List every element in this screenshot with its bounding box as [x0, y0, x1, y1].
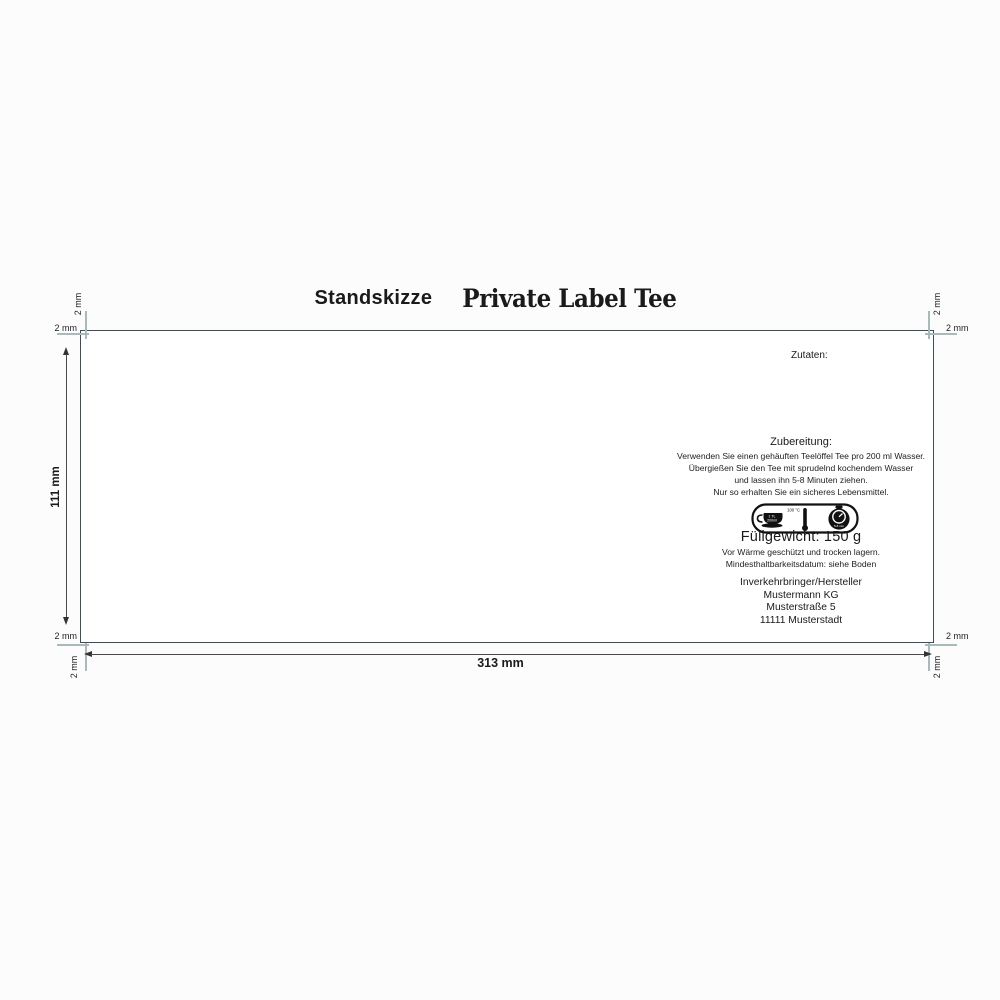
- manufacturer-line: 11111 Musterstadt: [759, 614, 843, 626]
- storage-line: Mindesthaltbarkeitsdatum: siehe Boden: [725, 558, 877, 569]
- bleed-tick-bottom-right-v: [928, 643, 930, 671]
- bleed-tick-top-left-h: [57, 333, 89, 335]
- preparation-line: Verwenden Sie einen gehäuften Teelöffel Tee pro 200 ml Wasser.: [676, 451, 926, 461]
- manufacturer-line: Mustermann KG: [763, 589, 839, 601]
- bleed-tick-bottom-right-h: [925, 644, 957, 646]
- height-dimension-line: [66, 354, 67, 618]
- bleed-label-top-right-h: 2 mm: [946, 323, 969, 333]
- height-dimension-label: 111 mm: [50, 466, 62, 508]
- bleed-tick-top-left-v: [85, 311, 87, 339]
- bleed-label-bottom-left-h: 2 mm: [54, 631, 77, 641]
- storage-block: [641, 547, 961, 570]
- label-sheet-outline: [80, 330, 934, 643]
- bleed-label-bottom-right-h: 2 mm: [946, 631, 969, 641]
- bleed-label-top-left-v: 2 mm: [73, 292, 83, 316]
- title-private-label-tee: Private Label Tee: [462, 284, 677, 313]
- bleed-tick-top-right-h: [925, 333, 957, 335]
- cup-text-2: 200ml: [767, 518, 777, 523]
- bleed-label-bottom-left-v: 2 mm: [69, 655, 79, 679]
- timer-text: 5-8 min: [833, 524, 845, 529]
- storage-line: Vor Wärme geschützt und trocken lagern.: [721, 547, 881, 557]
- temperature-label: 100 °C: [787, 507, 800, 513]
- manufacturer-line: Musterstraße 5: [766, 602, 836, 613]
- preparation-heading: Zubereitung:: [770, 436, 832, 448]
- page-title: [0, 284, 1000, 313]
- preparation-line: Nur so erhalten Sie ein sicheres Lebensmittel.: [713, 487, 889, 497]
- bleed-tick-bottom-left-h: [57, 644, 89, 646]
- ingredients-heading: Zutaten:: [791, 350, 828, 361]
- preparation-line: und lassen ihn 5-8 Minuten ziehen.: [734, 475, 868, 485]
- manufacturer-block: [641, 577, 961, 627]
- bleed-label-top-left-h: 2 mm: [54, 323, 77, 333]
- bleed-label-bottom-right-v: 2 mm: [932, 655, 942, 679]
- width-dimension-line: [91, 654, 925, 655]
- title-standskizze: Standskizze: [314, 287, 433, 309]
- bleed-tick-top-right-v: [928, 311, 930, 339]
- cup-text-1: 1 TL: [768, 514, 776, 519]
- manufacturer-heading: Inverkehrbringer/Hersteller: [740, 577, 862, 588]
- preparation-block: [641, 436, 961, 498]
- preparation-line: Übergießen Sie den Tee mit sprudelnd kochendem Wasser: [688, 463, 914, 473]
- width-dimension-label: 313 mm: [477, 656, 524, 670]
- fill-weight: Füllgewicht: 150 g: [740, 529, 862, 545]
- bleed-label-top-right-v: 2 mm: [932, 292, 942, 316]
- arrow-down-icon: [63, 617, 69, 625]
